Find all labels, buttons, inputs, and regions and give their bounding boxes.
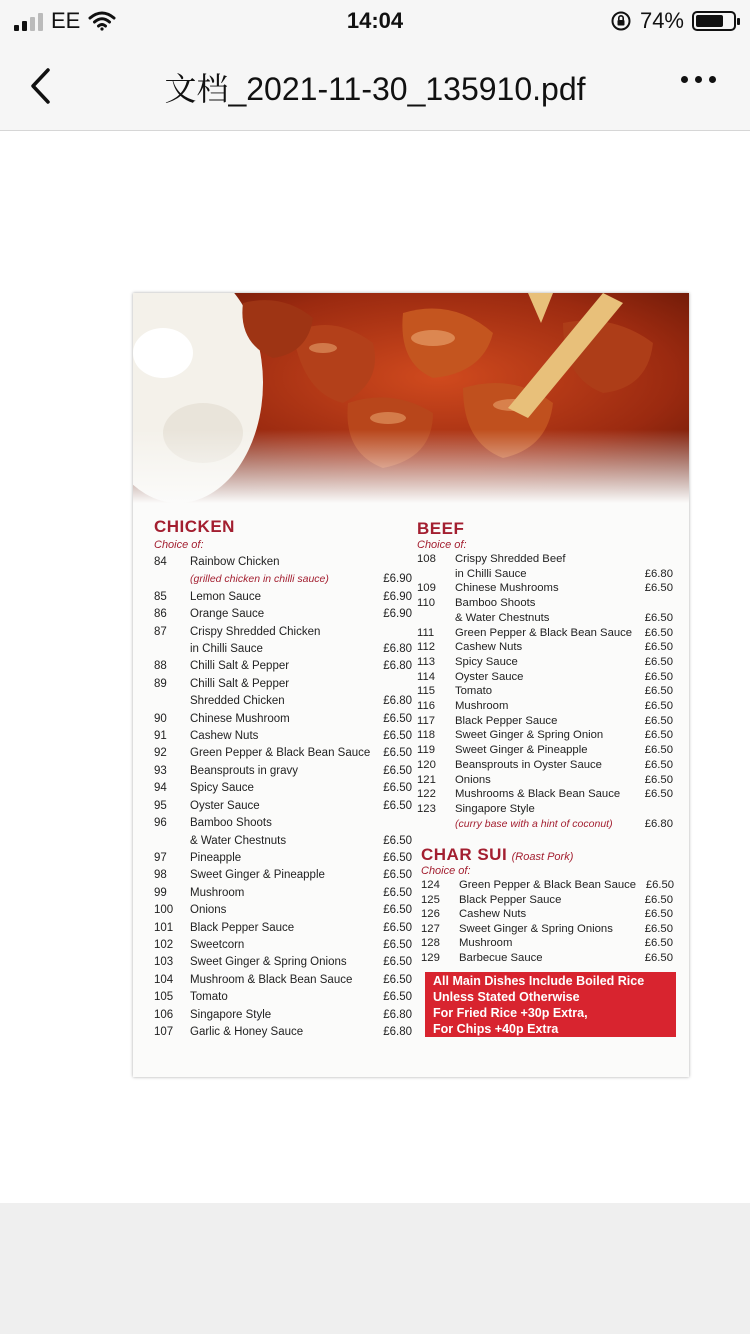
notice-line: Unless Stated Otherwise <box>433 990 580 1004</box>
item-price: £6.80 <box>383 660 412 673</box>
beef-choice-label: Choice of: <box>417 539 467 551</box>
section-subtitle-char-sui: (Roast Pork) <box>511 851 574 863</box>
item-number: 113 <box>417 655 436 668</box>
menu-item <box>417 728 673 743</box>
item-name: Beansprouts in Oyster Sauce <box>455 758 602 771</box>
menu-item <box>417 640 673 655</box>
item-number <box>154 571 190 588</box>
item-number <box>417 611 455 626</box>
menu-item <box>154 676 412 693</box>
item-name: Mushroom <box>455 700 509 713</box>
menu-item <box>421 893 673 908</box>
back-button[interactable] <box>28 66 68 106</box>
menu-item <box>154 745 412 762</box>
item-name: Cashew Nuts <box>459 908 527 921</box>
menu-item <box>154 711 412 728</box>
menu-item <box>154 589 412 606</box>
item-price: £6.90 <box>383 590 412 603</box>
item-name: Sweet Ginger & Pineapple <box>190 869 325 882</box>
item-name: Rainbow Chicken <box>190 556 280 568</box>
item-number: 84 <box>154 556 167 568</box>
item-name: Onions <box>190 904 227 917</box>
carrier-name: EE <box>51 8 81 33</box>
item-price: £6.50 <box>644 729 673 742</box>
item-name: Chilli Salt & Pepper <box>190 660 290 673</box>
menu-item <box>154 815 412 832</box>
item-number: 117 <box>417 714 436 727</box>
chicken-section <box>154 517 412 1041</box>
item-price: £6.50 <box>383 782 412 795</box>
item-price: £6.50 <box>644 908 673 921</box>
item-number: 92 <box>154 747 167 760</box>
item-number: 124 <box>421 879 440 891</box>
item-price: £6.50 <box>383 921 412 934</box>
menu-item <box>417 581 673 596</box>
item-name: Bamboo Shoots <box>190 817 272 830</box>
item-price: £6.50 <box>383 712 412 725</box>
ellipsis-icon <box>681 76 688 83</box>
item-price <box>635 802 673 817</box>
item-price: £6.50 <box>644 744 673 757</box>
item-price: £6.50 <box>644 641 673 654</box>
char-sui-choice-label: Choice of: <box>421 865 471 877</box>
item-price: £6.80 <box>644 567 673 580</box>
menu-item <box>154 554 412 571</box>
item-number <box>154 641 190 658</box>
item-price <box>374 676 412 693</box>
menu-item <box>417 626 673 641</box>
item-price: £6.50 <box>644 700 673 713</box>
item-name: Spicy Sauce <box>190 782 254 795</box>
menu-item <box>421 951 673 966</box>
section-title-chicken: CHICKEN <box>154 517 235 536</box>
item-price: £6.50 <box>644 685 673 698</box>
item-number: 108 <box>417 553 436 565</box>
item-name: Green Pepper & Black Bean Sauce <box>455 626 633 639</box>
menu-item <box>154 780 412 797</box>
menu-item <box>154 920 412 937</box>
item-price: £6.50 <box>644 922 673 935</box>
item-price: £6.80 <box>383 643 412 656</box>
item-number: 101 <box>154 921 174 934</box>
chevron-left-icon <box>28 66 52 106</box>
item-name: & Water Chestnuts <box>190 834 287 847</box>
item-price: £6.50 <box>383 851 412 864</box>
item-price <box>374 815 412 832</box>
menu-item <box>154 937 412 954</box>
item-number: 88 <box>154 660 167 673</box>
item-number: 125 <box>421 893 440 906</box>
item-number: 106 <box>154 1008 174 1021</box>
item-name: Lemon Sauce <box>190 590 261 603</box>
section-title-char-sui: CHAR SUI <box>421 845 508 864</box>
item-name: Sweet Ginger & Spring Onions <box>190 956 347 969</box>
item-price: £6.50 <box>644 611 673 624</box>
nav-bar <box>0 42 750 131</box>
menu-item <box>417 787 673 802</box>
item-number: 96 <box>154 817 167 830</box>
menu-item <box>417 802 673 817</box>
item-name: Sweet Ginger & Pineapple <box>455 744 588 757</box>
item-name: Chinese Mushrooms <box>455 582 559 595</box>
item-number: 128 <box>421 937 440 950</box>
item-name: Pineapple <box>190 851 242 864</box>
menu-item <box>154 833 412 850</box>
item-name: Singapore Style <box>190 1008 272 1021</box>
notice-line: For Fried Rice +30p Extra, <box>433 1006 588 1020</box>
menu-item <box>154 763 412 780</box>
item-name: Oyster Sauce <box>190 799 260 812</box>
chicken-choice-label: Choice of: <box>154 539 204 551</box>
item-price: £6.50 <box>383 973 412 986</box>
menu-item <box>154 693 412 710</box>
item-number: 110 <box>417 597 436 610</box>
item-price <box>635 596 673 611</box>
item-name: Tomato <box>190 991 228 1004</box>
item-name: Tomato <box>455 685 493 698</box>
menu-item <box>417 699 673 714</box>
item-number: 99 <box>154 886 167 899</box>
menu-item <box>417 596 673 611</box>
item-name: Shredded Chicken <box>190 695 285 708</box>
item-price: £6.50 <box>645 879 675 891</box>
menu-item <box>417 670 673 685</box>
rice-notice-box <box>425 972 676 1037</box>
menu-item <box>417 684 673 699</box>
item-number: 119 <box>417 744 436 757</box>
clock: 14:04 <box>346 8 404 33</box>
item-number: 115 <box>417 685 436 698</box>
item-number: 107 <box>154 1025 174 1038</box>
item-number: 87 <box>154 625 167 638</box>
orientation-lock-icon <box>610 10 632 32</box>
item-price: £6.50 <box>383 869 412 882</box>
menu-item <box>421 922 673 937</box>
item-number: 116 <box>417 700 436 713</box>
item-name: in Chilli Sauce <box>190 643 263 656</box>
item-number: 94 <box>154 782 167 795</box>
item-price <box>635 552 673 567</box>
item-number <box>417 817 455 832</box>
menu-item <box>154 989 412 1006</box>
item-number <box>154 693 190 710</box>
beef-section <box>417 519 673 831</box>
item-price: £6.90 <box>383 608 412 621</box>
item-number: 111 <box>417 626 435 639</box>
item-number: 93 <box>154 764 167 777</box>
item-name: Bamboo Shoots <box>455 597 536 610</box>
item-number: 100 <box>154 904 174 917</box>
menu-item <box>417 817 673 832</box>
item-price: £6.50 <box>383 956 412 969</box>
item-number: 126 <box>421 908 440 921</box>
char-sui-items <box>421 878 673 966</box>
item-name: Mushrooms & Black Bean Sauce <box>455 788 621 801</box>
item-price: £6.50 <box>383 904 412 917</box>
menu-item <box>154 885 412 902</box>
item-number: 112 <box>417 641 436 654</box>
item-price: £6.50 <box>644 893 673 906</box>
item-number: 103 <box>154 956 174 969</box>
item-price: £6.50 <box>644 626 673 639</box>
item-price: £6.90 <box>383 573 412 586</box>
item-name: Sweet Ginger & Spring Onion <box>455 729 604 742</box>
item-number: 118 <box>417 729 436 742</box>
more-button[interactable] <box>681 76 716 83</box>
item-name: in Chilli Sauce <box>455 567 527 580</box>
item-price: £6.80 <box>383 695 412 708</box>
item-number: 102 <box>154 938 174 951</box>
item-name: Barbecue Sauce <box>459 951 543 964</box>
item-number: 127 <box>421 922 440 935</box>
menu-item <box>417 655 673 670</box>
menu-item <box>154 972 412 989</box>
item-number: 86 <box>154 608 167 621</box>
status-bar <box>0 0 750 42</box>
item-name: Garlic & Honey Sauce <box>190 1025 304 1038</box>
item-price: £6.50 <box>644 951 673 964</box>
item-name: Green Pepper & Black Bean Sauce <box>190 747 371 760</box>
char-sui-section <box>421 845 673 966</box>
menu-item <box>154 867 412 884</box>
item-name: Mushroom & Black Bean Sauce <box>190 973 353 986</box>
item-price: £6.50 <box>644 714 673 727</box>
item-price <box>374 624 412 641</box>
food-photo <box>133 293 689 503</box>
item-number: 90 <box>154 712 167 725</box>
item-number: 97 <box>154 851 167 864</box>
item-name: Spicy Sauce <box>455 655 518 668</box>
battery-icon <box>692 11 736 31</box>
item-name: Sweetcorn <box>190 938 245 951</box>
item-name: Black Pepper Sauce <box>459 893 562 906</box>
item-name: Beansprouts in gravy <box>190 764 299 777</box>
item-price: £6.50 <box>383 730 412 743</box>
item-name: & Water Chestnuts <box>455 611 550 624</box>
item-number: 123 <box>417 802 436 815</box>
item-price: £6.50 <box>383 747 412 760</box>
item-price: £6.50 <box>383 799 412 812</box>
menu-item <box>154 624 412 641</box>
item-name: Crispy Shredded Chicken <box>190 625 321 638</box>
item-name: Chilli Salt & Pepper <box>190 677 290 690</box>
item-price: £6.50 <box>644 788 673 801</box>
item-name: Mushroom <box>190 886 245 899</box>
beef-items <box>417 552 673 831</box>
item-price <box>374 554 412 571</box>
item-name: Green Pepper & Black Bean Sauce <box>459 879 637 891</box>
item-name: Chinese Mushroom <box>190 712 290 725</box>
item-number <box>417 567 455 582</box>
menu-item <box>154 571 412 588</box>
item-number <box>154 833 190 850</box>
viewer-background <box>0 1203 750 1334</box>
item-number: 89 <box>154 677 167 690</box>
item-number: 85 <box>154 590 167 603</box>
section-title-beef: BEEF <box>417 519 465 538</box>
item-price: £6.50 <box>644 670 673 683</box>
item-name: Cashew Nuts <box>455 641 523 654</box>
menu-item <box>154 954 412 971</box>
item-number: 105 <box>154 991 174 1004</box>
menu-item <box>154 641 412 658</box>
item-name: (curry base with a hint of coconut) <box>455 817 613 830</box>
item-number: 122 <box>417 788 436 801</box>
menu-page <box>133 293 689 1077</box>
item-number: 121 <box>417 773 436 786</box>
item-name: Onions <box>455 773 491 786</box>
menu-item <box>154 658 412 675</box>
item-price: £6.50 <box>644 655 673 668</box>
menu-item <box>421 878 673 893</box>
menu-item <box>417 552 673 567</box>
menu-item <box>154 1024 412 1041</box>
menu-item <box>421 936 673 951</box>
item-number: 104 <box>154 973 174 986</box>
item-name: Orange Sauce <box>190 608 265 621</box>
item-name: Oyster Sauce <box>455 670 524 683</box>
notice-line: For Chips +40p Extra <box>433 1022 559 1036</box>
item-number: 98 <box>154 869 167 882</box>
menu-item <box>417 743 673 758</box>
document-title: 文档_2021-11-30_135910.pdf <box>164 71 586 107</box>
menu-item <box>417 714 673 729</box>
item-name: Cashew Nuts <box>190 730 259 743</box>
item-price: £6.50 <box>644 773 673 786</box>
item-number: 91 <box>154 730 167 743</box>
item-price: £6.50 <box>383 991 412 1004</box>
menu-item <box>154 850 412 867</box>
menu-item <box>154 902 412 919</box>
item-price: £6.50 <box>383 834 412 847</box>
menu-item <box>421 907 673 922</box>
menu-item <box>154 606 412 623</box>
menu-item <box>154 728 412 745</box>
item-name: Sweet Ginger & Spring Onions <box>459 922 613 935</box>
battery-percent: 74% <box>639 8 684 33</box>
item-name: Mushroom <box>459 937 513 950</box>
menu-item <box>417 567 673 582</box>
menu-item <box>417 758 673 773</box>
item-number: 95 <box>154 799 167 812</box>
item-price: £6.50 <box>383 764 412 777</box>
item-price: £6.50 <box>644 582 673 595</box>
notice-line: All Main Dishes Include Boiled Rice <box>433 974 645 988</box>
item-price: £6.50 <box>644 758 673 771</box>
item-price: £6.50 <box>383 886 412 899</box>
item-number: 120 <box>417 758 436 771</box>
menu-item <box>154 1007 412 1024</box>
item-price: £6.50 <box>644 937 673 950</box>
item-name: Black Pepper Sauce <box>455 714 558 727</box>
item-number: 114 <box>417 670 436 683</box>
item-price: £6.80 <box>383 1008 412 1021</box>
item-name: Black Pepper Sauce <box>190 921 295 934</box>
menu-item <box>417 611 673 626</box>
chicken-items <box>154 554 412 1041</box>
item-name: (grilled chicken in chilli sauce) <box>190 573 329 586</box>
item-number: 109 <box>417 582 436 595</box>
item-number: 129 <box>421 951 440 964</box>
menu-item <box>417 773 673 788</box>
item-name: Singapore Style <box>455 802 535 815</box>
item-name: Crispy Shredded Beef <box>455 553 566 565</box>
menu-item <box>154 798 412 815</box>
item-price: £6.80 <box>383 1025 412 1038</box>
item-price: £6.80 <box>644 817 673 830</box>
item-price: £6.50 <box>383 938 412 951</box>
